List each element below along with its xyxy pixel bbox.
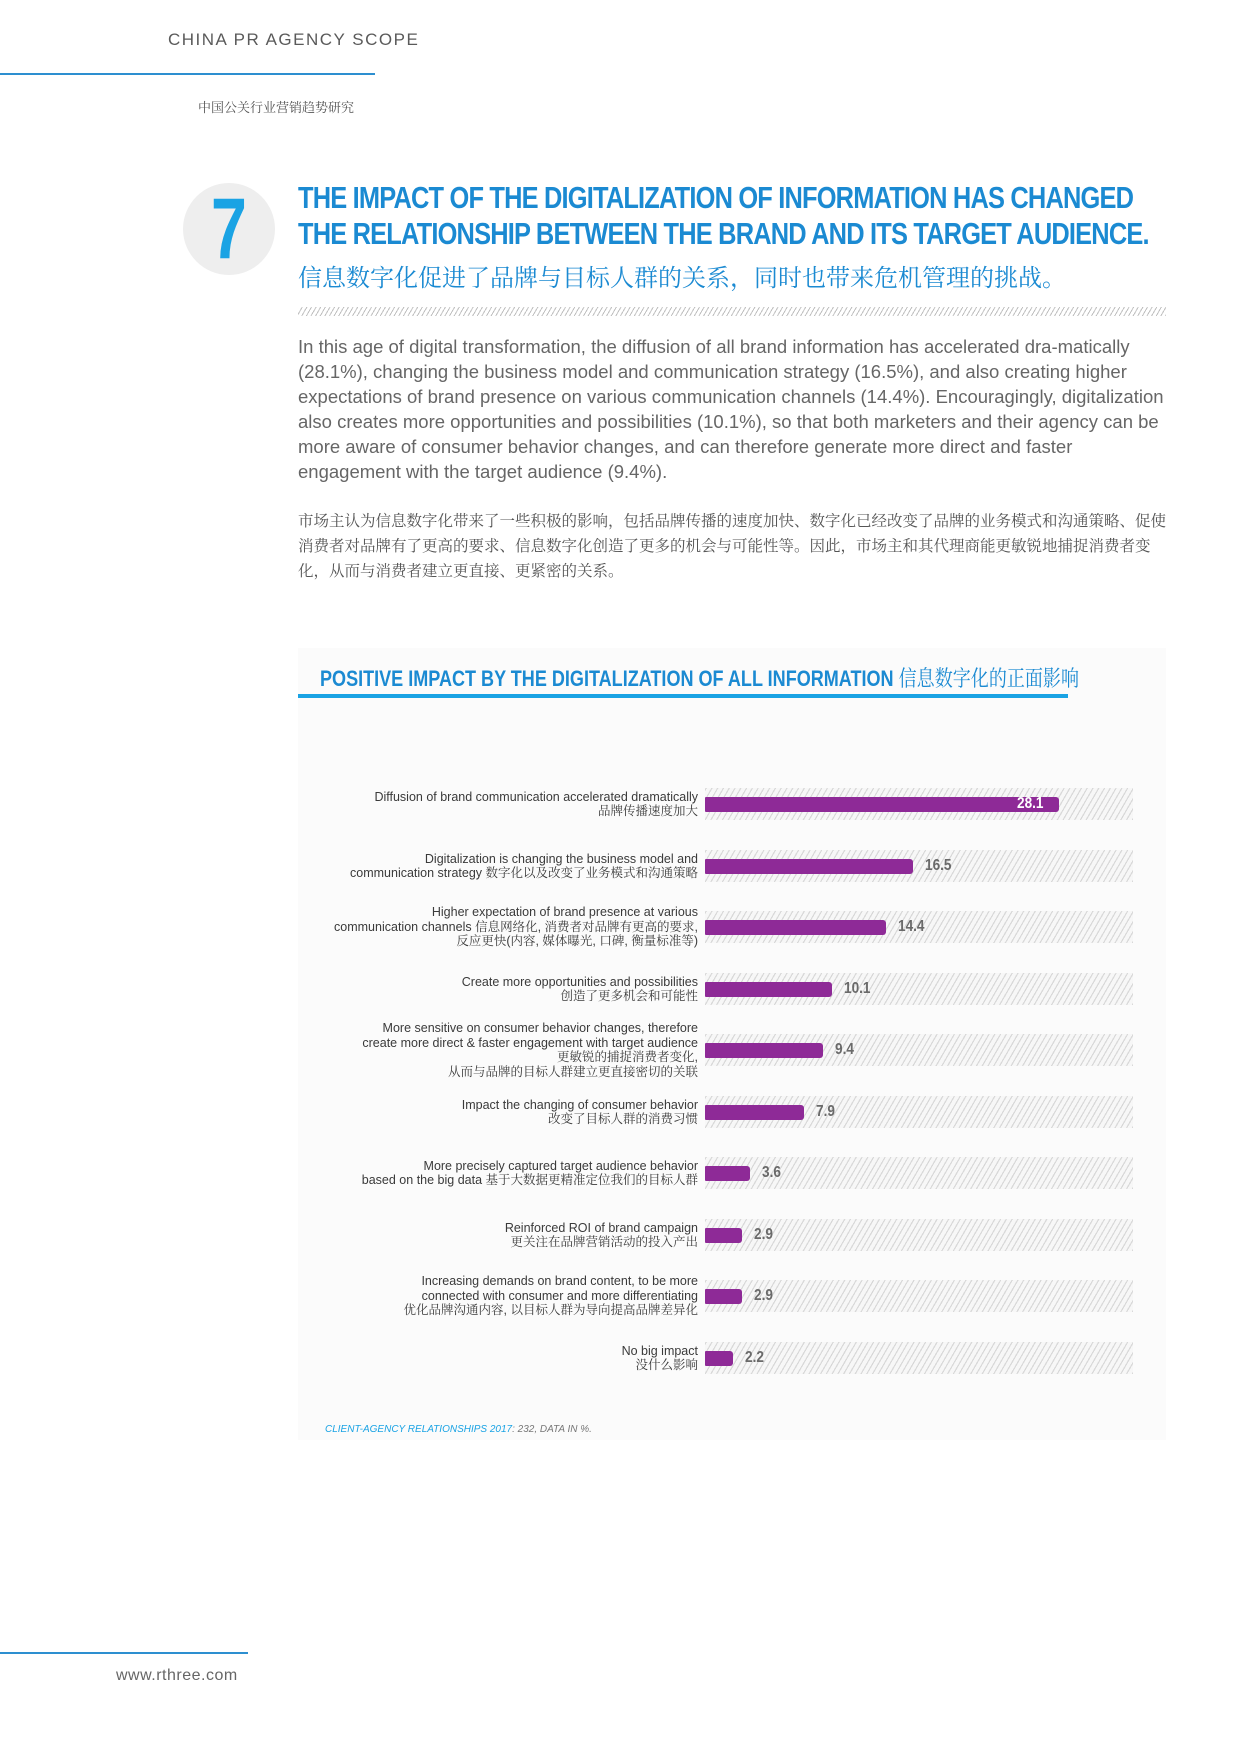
- bar-label-line: Impact the changing of consumer behavior: [461, 1097, 698, 1112]
- bar-label-line: 反应更快(内容, 媒体曝光, 口碑, 衡量标准等): [456, 934, 698, 949]
- bar-value-label: 28.1: [1017, 795, 1044, 812]
- bar-track: [705, 1219, 1133, 1251]
- bar: [705, 1228, 742, 1243]
- bar-value-label: 7.9: [816, 1103, 835, 1120]
- bar-label-line: 从而与品牌的目标人群建立更直接密切的关联: [447, 1064, 698, 1079]
- bar-value-label: 2.2: [745, 1349, 764, 1366]
- bar: [705, 1043, 823, 1058]
- bar: [705, 982, 832, 997]
- bar-label: [462, 975, 698, 1004]
- body-paragraph-en: In this age of digital transformation, the diffusion of all brand information has accelerated dra-matically (28.1%), changing the business model and communication strategy (16.5%), and also creating higher expectations of brand presence on various communication channels (14.4%). Encouragingly, digitalization also creates more opportunities and possibilities (10.1%), so that both marketers and their agency can be more aware of consumer behavior changes, and can therefore generate more direct and faster engagement with the target audience (9.4%).: [298, 336, 1164, 482]
- bar-track: [705, 973, 1133, 1005]
- bar-label-line: 创造了更多机会和可能性: [560, 989, 698, 1003]
- bar-label: [374, 790, 698, 819]
- bar-label: [362, 1159, 698, 1188]
- chart-title-underline: [298, 694, 1068, 698]
- chart-title: [320, 662, 1079, 693]
- bar-value-label: 3.6: [762, 1164, 781, 1181]
- section-heading-en: THE IMPACT OF THE DIGITALIZATION OF INFORMATION HAS CHANGED THE RELATIONSHIP BETWEEN THE BRAND AND ITS TARGET AUDIENCE.: [298, 180, 1149, 251]
- chart-title-en: POSITIVE IMPACT BY THE DIGITALIZATION OF ALL INFORMATION: [320, 666, 894, 691]
- bar-value-label: 9.4: [835, 1041, 854, 1058]
- section-number: 7: [211, 181, 247, 277]
- bar-label-line: More sensitive on consumer behavior changes, therefore: [382, 1021, 698, 1035]
- bar-label-line: Increasing demands on brand content, to be more: [421, 1274, 698, 1289]
- bar-label: [362, 1021, 698, 1079]
- bar-label-line: communication channels 信息网络化, 消费者对品牌有更高的要求,: [334, 919, 698, 934]
- chart-title-cn: 信息数字化的正面影响: [898, 666, 1080, 691]
- bar-label-line: 更敏锐的捕捉消费者变化,: [557, 1050, 698, 1064]
- bar-label-line: Digitalization is changing the business model and: [424, 851, 698, 866]
- bar-label: [505, 1221, 698, 1250]
- bar-label-line: create more direct & faster engagement with target audience: [362, 1035, 698, 1050]
- bar-label-line: 品牌传播速度加大: [597, 804, 698, 818]
- header-title: CHINA PR AGENCY SCOPE: [168, 30, 420, 49]
- bar-label: [334, 905, 698, 949]
- bar-track: [705, 788, 1133, 820]
- bar-label: [404, 1274, 698, 1318]
- bar-value-label: 2.9: [754, 1226, 773, 1243]
- bar-track: [705, 911, 1133, 943]
- bar-value-label: 2.9: [754, 1287, 773, 1304]
- bar-label-line: based on the big data 基于大数据更精准定位我们的目标人群: [361, 1173, 698, 1187]
- header-divider: [0, 73, 375, 75]
- chart-source-note: : 232, DATA IN %.: [512, 1424, 592, 1435]
- footer-divider: [0, 1652, 248, 1654]
- bar-label-line: connected with consumer and more differentiating: [421, 1288, 698, 1303]
- bar-value-label: 10.1: [844, 980, 871, 997]
- bar-track: [705, 1034, 1133, 1066]
- bar-value-label: 14.4: [898, 918, 925, 935]
- bar: [705, 797, 1059, 812]
- bar-label-line: 优化品牌沟通内容, 以目标人群为导向提高品牌差异化: [403, 1303, 698, 1318]
- bar: [705, 1105, 804, 1120]
- bar-label-line: Higher expectation of brand presence at various: [431, 905, 698, 920]
- bar: [705, 1351, 733, 1366]
- bar: [705, 1166, 750, 1181]
- bar: [705, 859, 913, 874]
- footer-url: www.rthree.com: [116, 1667, 238, 1684]
- chart-source-label: CLIENT-AGENCY RELATIONSHIPS 2017: [325, 1424, 513, 1435]
- bar-label-line: 更关注在品牌营销活动的投入产出: [510, 1235, 698, 1249]
- bar-track: [705, 1157, 1133, 1189]
- bar: [705, 920, 886, 935]
- header-subtitle: 中国公关行业营销趋势研究: [198, 100, 355, 115]
- bar-label: [462, 1098, 698, 1127]
- chart-source: [325, 1424, 592, 1435]
- bar-label-line: No big impact: [621, 1343, 698, 1358]
- bar-label-line: Create more opportunities and possibilities: [461, 974, 698, 989]
- body-paragraph-cn: 市场主认为信息数字化带来了一些积极的影响，包括品牌传播的速度加快、数字化已经改变了品牌的业务模式和沟通策略、促使消费者对品牌有了更高的要求、信息数字化创造了更多的机会与可能性等。因此，市场主和其代理商能更敏锐地捕捉消费者变化，从而与消费者建立更直接、更紧密的关系。: [298, 513, 1167, 580]
- bar-label-line: Diffusion of brand communication accelerated dramatically: [374, 789, 698, 804]
- bar: [705, 1289, 742, 1304]
- hatched-divider: [298, 307, 1166, 316]
- bar-label-line: Reinforced ROI of brand campaign: [504, 1220, 698, 1235]
- bar-track: [705, 1280, 1133, 1312]
- bar-label-line: More precisely captured target audience behavior: [423, 1158, 698, 1173]
- bar-label-line: communication strategy 数字化以及改变了业务模式和沟通策略: [350, 866, 698, 880]
- bar-label: [622, 1344, 698, 1373]
- section-heading-cn: 信息数字化促进了品牌与目标人群的关系，同时也带来危机管理的挑战。: [298, 265, 1066, 292]
- bar-track: [705, 1342, 1133, 1374]
- bar-track: [705, 850, 1133, 882]
- bar-track: [705, 1096, 1133, 1128]
- bar-label-line: 改变了目标人群的消费习惯: [547, 1112, 698, 1126]
- bar-label-line: 没什么影响: [635, 1358, 698, 1372]
- bar-value-label: 16.5: [925, 857, 952, 874]
- section-number-badge: [183, 183, 275, 275]
- bar-label: [350, 852, 698, 881]
